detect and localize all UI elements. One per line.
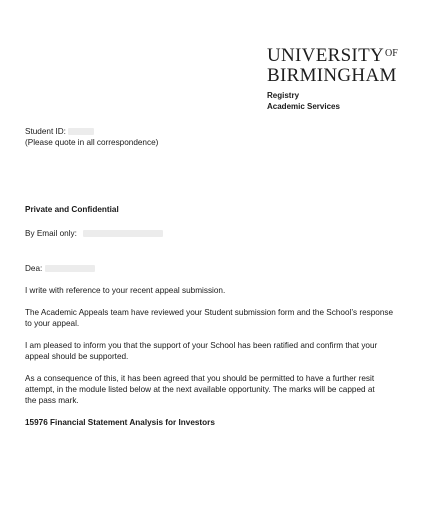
paragraph-2-line-1: The Academic Appeals team have reviewed your Student submission form and the School’s response (25, 308, 394, 317)
module-title: 15976 Financial Statement Analysis for Investors (25, 418, 215, 427)
redacted-email (83, 230, 163, 237)
salutation-text: Dea: (25, 264, 43, 273)
university-logo (267, 44, 398, 85)
paragraph-2-line-2: to your appeal. (25, 319, 80, 328)
logo-of-text: OF (385, 48, 398, 59)
redacted-student-id (68, 128, 94, 135)
paragraph-4-line-2: attempt, in the module listed below at the next available opportunity. The marks will be capped at (25, 385, 375, 394)
logo-university-text: UNIVERSITY (267, 45, 384, 66)
paragraph-3-line-1: I am pleased to inform you that the support of your School has been ratified and confirm that your (25, 341, 378, 350)
department-registry: Registry (267, 91, 300, 100)
by-email-label: By Email only: (25, 229, 77, 238)
redacted-name (45, 265, 95, 272)
paragraph-4-line-3: the pass mark. (25, 396, 79, 405)
paragraph-3-line-2: appeal should be supported. (25, 352, 129, 361)
department-block (267, 90, 340, 112)
department-academic-services: Academic Services (267, 102, 340, 111)
by-email-line (25, 228, 163, 239)
student-id-line (25, 126, 94, 137)
paragraph-1: I write with reference to your recent appeal submission. (25, 286, 226, 295)
salutation (25, 263, 95, 274)
student-id-label: Student ID: (25, 127, 66, 136)
private-confidential-heading: Private and Confidential (25, 205, 119, 214)
paragraph-4-line-1: As a consequence of this, it has been agreed that you should be permitted to have a further resit (25, 374, 375, 383)
student-id-note: (Please quote in all correspondence) (25, 138, 159, 147)
logo-birmingham-text: BIRMINGHAM (267, 65, 397, 86)
